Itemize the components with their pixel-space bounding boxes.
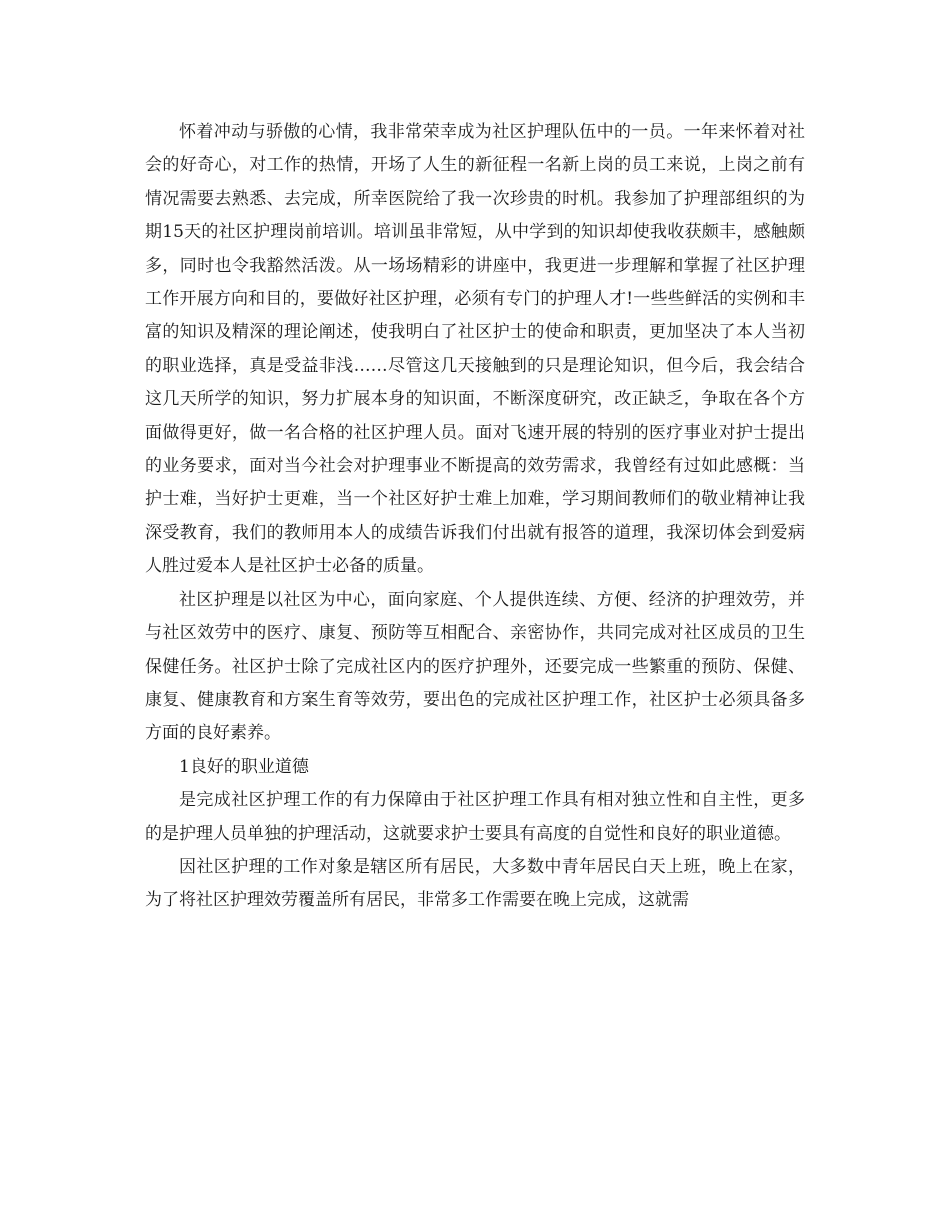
paragraph-residents: 因社区护理的工作对象是辖区所有居民，大多数中青年居民白天上班，晚上在家，为了将社区护理效劳覆盖所有居民，非常多工作需要在晚上完成，这就需 — [145, 856, 805, 911]
document-body — [145, 116, 805, 918]
paragraph-ethics: 是完成社区护理工作的有力保障由于社区护理工作具有相对独立性和自主性，更多的是护理人员单独的护理活动，这就要求护士要具有高度的自觉性和良好的职业道德。 — [145, 790, 805, 844]
section-heading-professional-ethics: 1良好的职业道德 — [179, 756, 309, 777]
paragraph-intro: 怀着冲动与骄傲的心情，我非常荣幸成为社区护理队伍中的一员。一年来怀着对社会的好奇心，对工作的热情，开场了人生的新征程一名新上岗的员工来说，上岗之前有情况需要去熟悉、去完成，所幸医院给了我一次珍贵的时机。我参加了护理部组织的为期15天的社区护理岗前培训。培训虽非常短，从中学到的知识却使我收获颇丰，感触颇多，同时也令我豁然活泼。从一场场精彩的讲座中，我更进一步理解和掌握了社区护理工作开展方向和目的，要做好社区护理，必须有专门的护理人才!一些些鲜活的实例和丰富的知识及精深的理论阐述，使我明白了社区护士的使命和职责，更加坚决了本人当初的职业选择，真是受益非浅……尽管这几天接触到的只是理论知识，但今后，我会结合这几天所学的知识，努力扩展本身的知识面，不断深度研究，改正缺乏，争取在各个方面做得更好，做一名合格的社区护理人员。面对飞速开展的特别的医疗事业对护士提出的业务要求，面对当今社会对护理事业不断提高的效劳需求，我曾经有过如此感概：当护士难，当好护士更难，当一个社区好护士难上加难，学习期间教师们的敬业精神让我深受教育，我们的教师用本人的成绩告诉我们付出就有报答的道理，我深切体会到爱病人胜过爱本人是社区护士必备的质量。 — [145, 122, 805, 577]
paragraph-community-nursing: 社区护理是以社区为中心，面向家庭、个人提供连续、方便、经济的护理效劳，并与社区效劳中的医疗、康复、预防等互相配合、亲密协作，共同完成对社区成员的卫生保健任务。社区护士除了完成社区内的医疗护理外，还要完成一些繁重的预防、保健、康复、健康教育和方案生育等效劳，要出色的完成社区护理工作，社区护士必须具备多方面的良好素养。 — [145, 589, 805, 744]
